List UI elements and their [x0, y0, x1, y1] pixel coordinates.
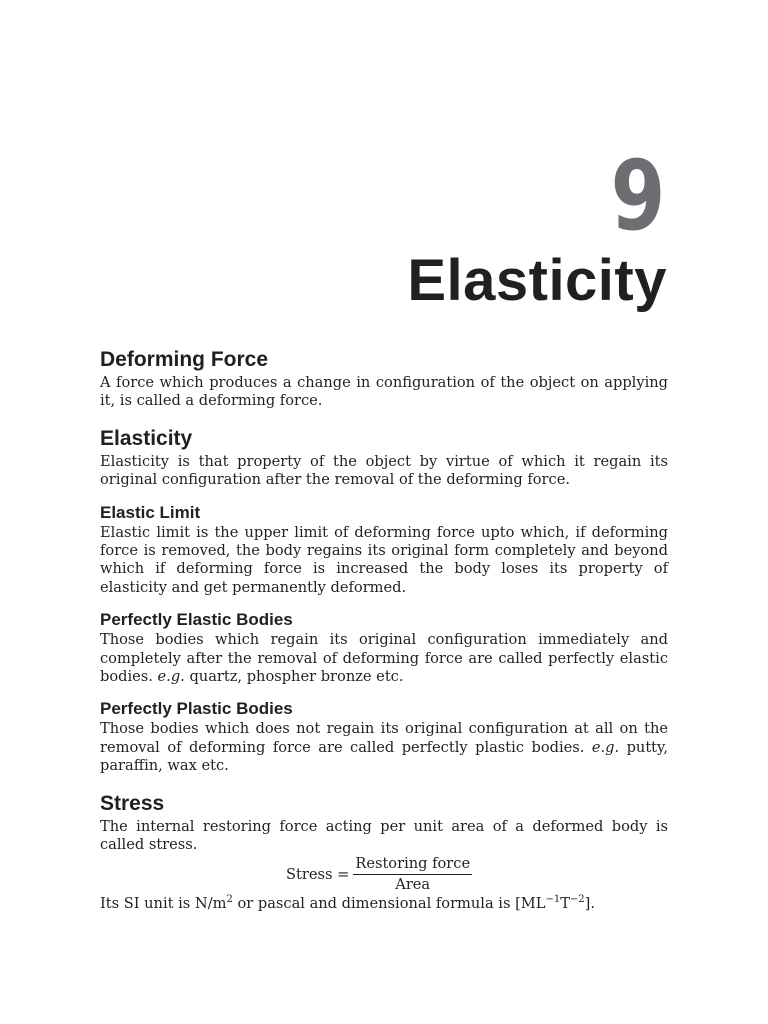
para-perfectly-plastic-text: Those bodies which does not regain its original configuration at all on the removal of deforming force are called perfectly plastic bodies.: [100, 720, 668, 756]
examples-plastic: putty, paraffin, wax etc.: [100, 738, 668, 775]
para-perfectly-plastic: [100, 720, 668, 775]
examples-elastic: quartz, phospher bronze etc.: [189, 668, 404, 686]
para-deforming-force: A force which produces a change in configuration of the object on applying it, is called a deforming force.: [100, 374, 668, 410]
heading-stress: Stress: [100, 791, 165, 815]
para-stress-unit: [100, 895, 668, 913]
eg-abbrev: e.g.: [157, 668, 185, 686]
para-stress: The internal restoring force acting per unit area of a deformed body is called stress.: [100, 817, 668, 854]
heading-perfectly-plastic: Perfectly Plastic Bodies: [100, 699, 293, 719]
heading-perfectly-elastic: Perfectly Elastic Bodies: [100, 610, 293, 630]
para-elastic-limit: Elastic limit is the upper limit of deforming force upto which, if deforming force is removed, the body regains its original form completely and beyond which if deforming force is increased the body loses its property of elasticity and get permanently deformed.: [100, 523, 668, 596]
formula-lhs: Stress =: [286, 866, 350, 883]
unit-text-1: Its SI unit is N/m: [100, 894, 227, 912]
chapter-content: [100, 346, 668, 913]
heading-elasticity: Elasticity: [100, 426, 193, 450]
formula-fraction: [353, 855, 472, 894]
unit-text-3: T: [560, 894, 570, 912]
eg-abbrev: e.g.: [591, 738, 620, 756]
chapter-title: Elasticity: [407, 248, 667, 313]
para-perfectly-elastic: [100, 631, 668, 686]
unit-sup-2: −1: [545, 893, 561, 905]
stress-formula: [286, 855, 668, 895]
formula-denominator: Area: [395, 876, 431, 893]
chapter-number: 9: [610, 140, 664, 252]
unit-text-4: ].: [584, 894, 596, 912]
unit-sup-3: −2: [569, 893, 585, 905]
unit-sup-1: 2: [226, 893, 233, 905]
para-perfectly-elastic-text: Those bodies which regain its original configuration immediately and completely after the removal of deforming force are called perfectly elastic bodies.: [100, 631, 668, 686]
para-elasticity: Elasticity is that property of the object by virtue of which it regain its original configuration after the removal of the deforming force.: [100, 452, 668, 489]
formula-numerator: Restoring force: [353, 855, 472, 875]
heading-deforming-force: Deforming Force: [100, 348, 269, 371]
unit-text-2: or pascal and dimensional formula is [ML: [232, 894, 546, 912]
heading-elastic-limit: Elastic Limit: [100, 502, 201, 522]
